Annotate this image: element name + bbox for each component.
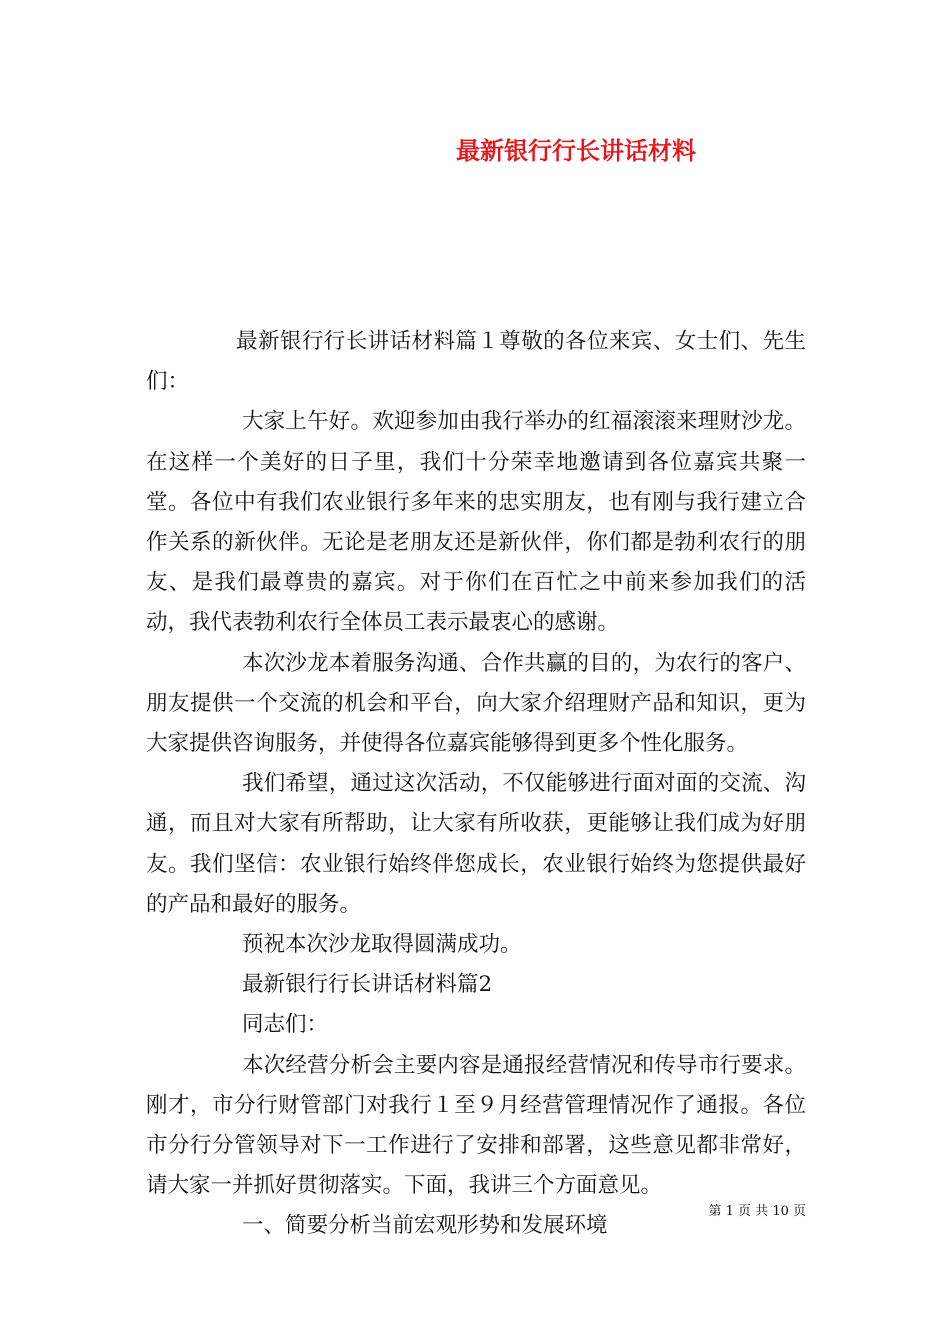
section-heading-macro: 一、简要分析当前宏观形势和发展环境 — [242, 1213, 608, 1239]
paragraph-greeting: 最新银行行长讲话材料篇１尊敬的各位来宾、女士们、先生们： — [146, 329, 806, 395]
paragraph-meeting-content: 本次经营分析会主要内容是通报经营情况和传导市行要求。刚才，市分行财管部门对我行１至９月经营管理情况作了通报。各位市分行分管领导对下一工作进行了安排和部署，这些意见都非常好，请大家一并抓好贯彻落实。下面，我讲三个方面意见。 — [146, 1052, 806, 1199]
paragraph-hope: 我们希望，通过这次活动，不仅能够进行面对面的交流、沟通，而且对大家有所帮助，让大家有所收获，更能够让我们成为好朋友。我们坚信：农业银行始终伴您成长，农业银行始终为您提供最好的产品和最好的服务。 — [146, 771, 806, 917]
paragraph-wish: 预祝本次沙龙取得圆满成功。 — [242, 932, 522, 958]
paragraph-salutation: 同志们： — [242, 1012, 329, 1038]
paragraph-welcome: 大家上午好。欢迎参加由我行举办的红福滚滚来理财沙龙。在这样一个美好的日子里，我们十分荣幸地邀请到各位嘉宾共聚一堂。各位中有我们农业银行多年来的忠实朋友，也有刚与我行建立合作关系的新伙伴。无论是老朋友还是新伙伴，你们都是勃利农行的朋友、是我们最尊贵的嘉宾。对于你们在百忙之中前来参加我们的活动，我代表勃利农行全体员工表示最衷心的感谢。 — [146, 409, 806, 636]
document-body — [146, 322, 806, 1247]
page-number: 第 1 页 共 10 页 — [708, 1204, 806, 1219]
paragraph-salon-purpose: 本次沙龙本着服务沟通、合作共赢的目的，为农行的客户、朋友提供一个交流的机会和平台，向大家介绍理财产品和知识，更为大家提供咨询服务，并使得各位嘉宾能够得到更多个性化服务。 — [146, 650, 806, 757]
document-title: 最新银行行长讲话材料 — [456, 136, 696, 165]
section-heading-part-2: 最新银行行长讲话材料篇2 — [242, 972, 493, 998]
